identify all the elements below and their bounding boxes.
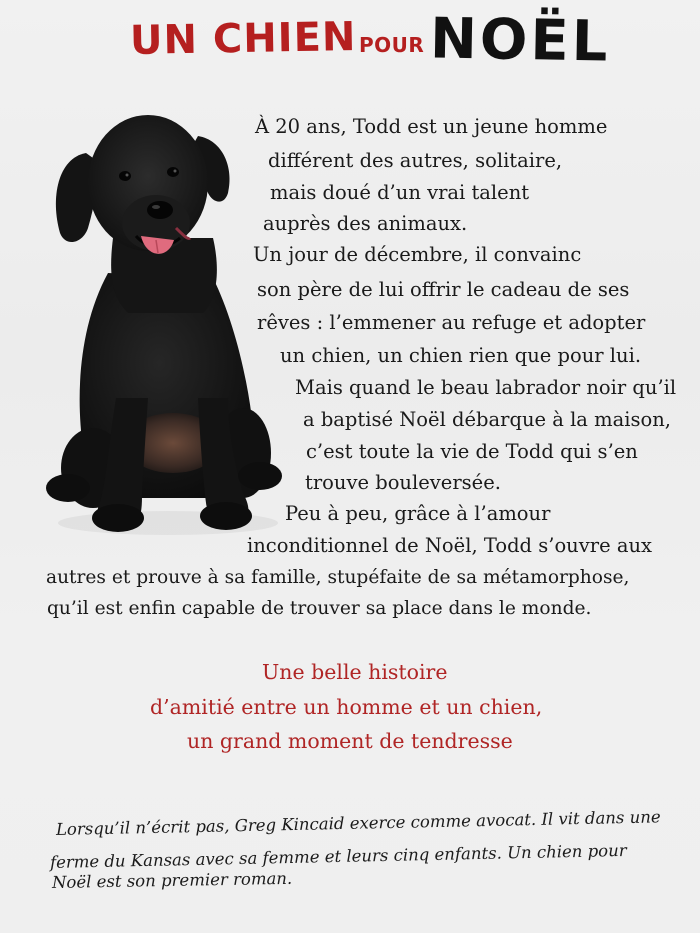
summary-line: À 20 ans, Todd est un jeune homme (255, 115, 608, 138)
tagline-line: Une belle histoire (262, 660, 448, 684)
summary-line: Mais quand le beau labrador noir qu’il (295, 376, 677, 399)
title-pour: POUR (359, 33, 425, 57)
summary-line: différent des autres, solitaire, (268, 149, 563, 172)
tagline-line: d’amitié entre un homme et un chien, (150, 695, 543, 719)
summary-line: c’est toute la vie de Todd qui s’en (306, 440, 638, 463)
summary-line: mais doué d’un vrai talent (270, 181, 530, 204)
summary-line: trouve bouleversée. (305, 471, 501, 494)
summary-line: un chien, un chien rien que pour lui. (280, 344, 642, 367)
summary-line: autres et prouve à sa famille, stupéfaite de sa métamorphose, (46, 567, 630, 588)
title-un-chien: UN CHIEN (129, 14, 357, 64)
summary-line: Peu à peu, grâce à l’amour (285, 502, 551, 525)
summary-line: inconditionnel de Noël, Todd s’ouvre aux (247, 534, 652, 557)
summary-line: auprès des animaux. (263, 212, 468, 235)
summary-line: a baptisé Noël débarque à la maison, (303, 408, 671, 431)
tagline-line: un grand moment de tendresse (187, 729, 513, 753)
title-noel: NOËL (429, 6, 611, 75)
summary-line: Un jour de décembre, il convainc (253, 243, 582, 266)
bio-line: ferme du Kansas avec sa femme et leurs cinq enfants. Un chien pour (49, 840, 627, 872)
bio-line: Lorsqu’il n’écrit pas, Greg Kincaid exerce comme avocat. Il vit dans une (55, 807, 661, 839)
summary-line: son père de lui offrir le cadeau de ses (257, 278, 630, 301)
summary-line: rêves : l’emmener au refuge et adopter (257, 311, 646, 334)
bio-line: Noël est son premier roman. (51, 868, 293, 892)
summary-line: qu’il est enfin capable de trouver sa place dans le monde. (47, 598, 592, 619)
